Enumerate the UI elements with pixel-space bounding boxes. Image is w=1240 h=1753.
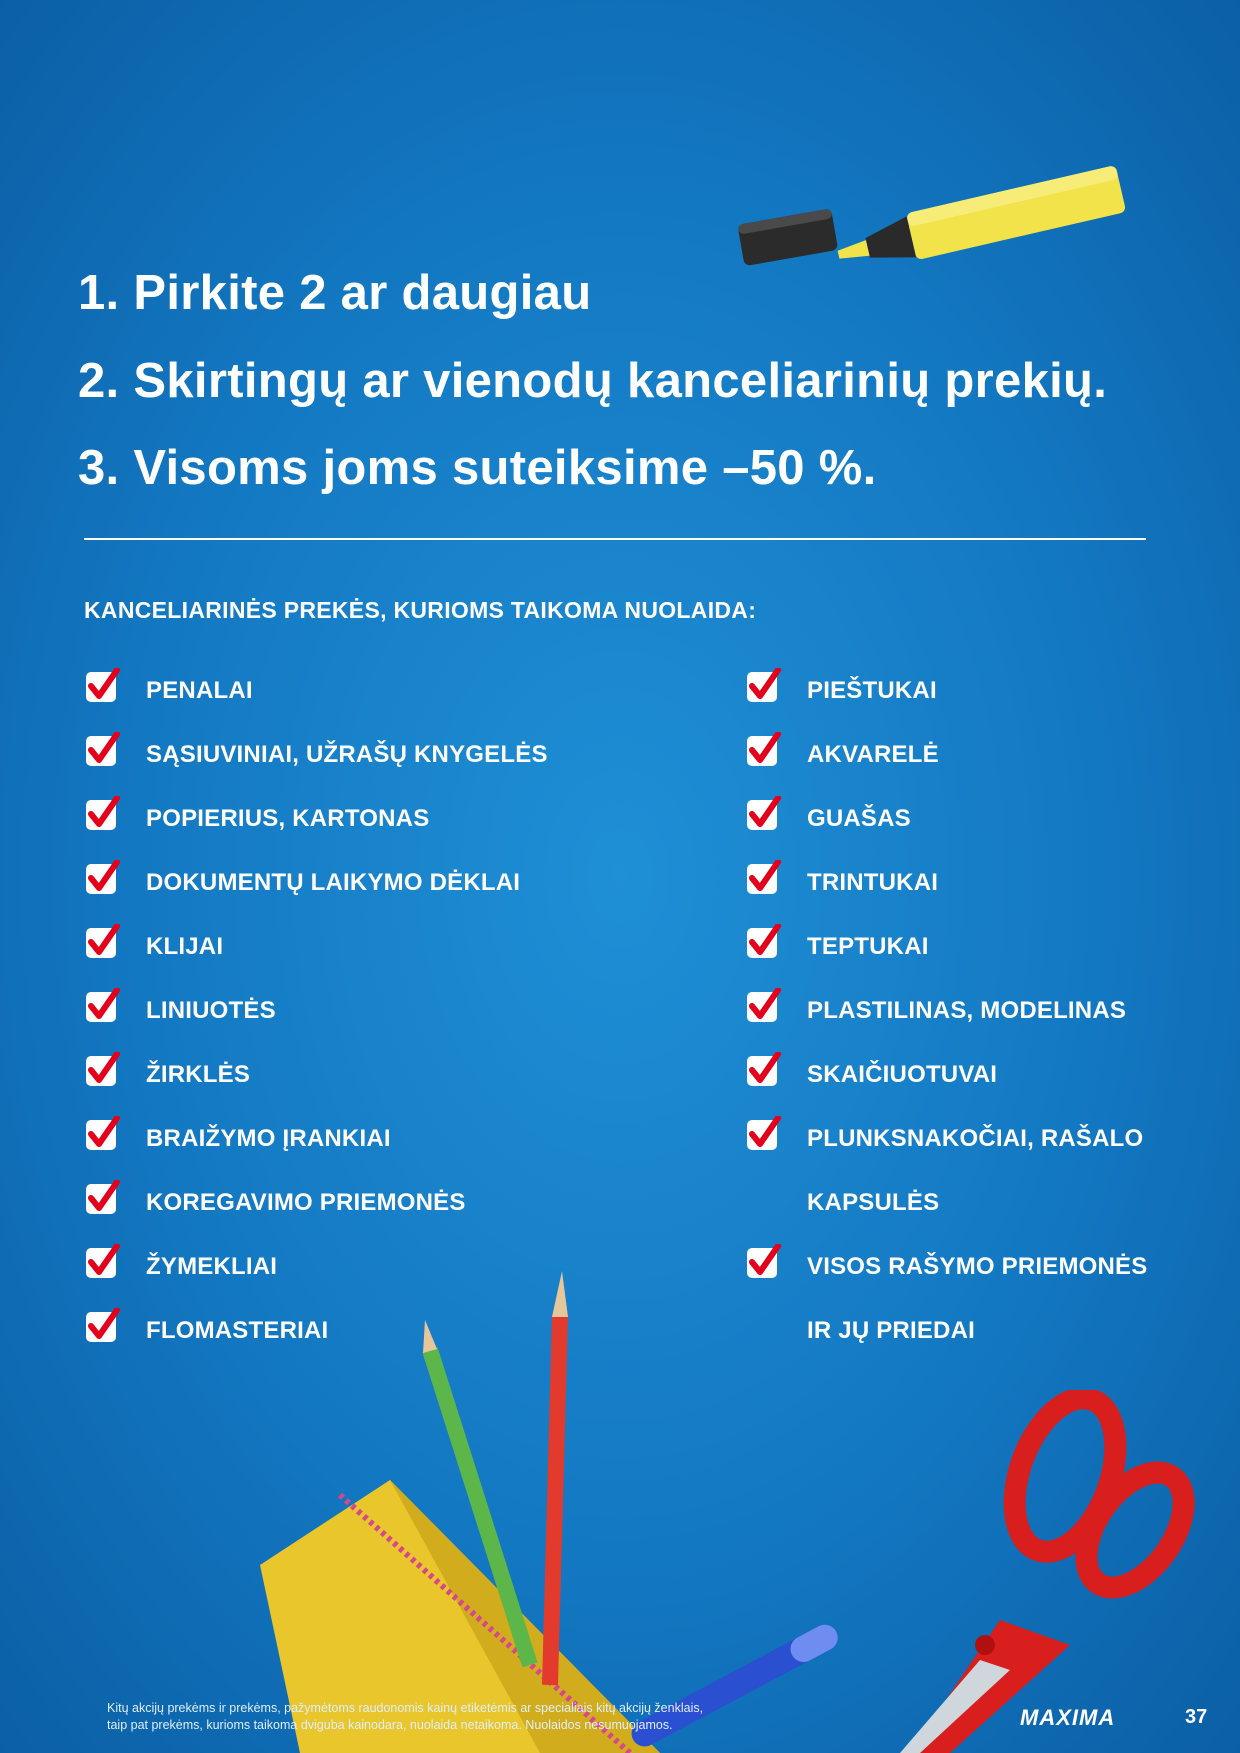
item-label: POPIERIUS, KARTONAS xyxy=(146,805,430,832)
checkmark-icon xyxy=(745,796,781,832)
checkmark-icon xyxy=(84,924,120,960)
checkmark-icon xyxy=(745,1052,781,1088)
item-label: ŽIRKLĖS xyxy=(146,1061,251,1088)
section-title: KANCELIARINĖS PREKĖS, KURIOMS TAIKOMA NUOLAIDA: xyxy=(84,597,757,623)
pencil-case-illustration xyxy=(240,1265,880,1753)
item-label: PENALAI xyxy=(146,677,253,704)
item-label: TEPTUKAI xyxy=(807,933,929,960)
item-label: ŽYMEKLIAI xyxy=(146,1253,278,1280)
checkmark-icon xyxy=(84,860,120,896)
item-label: GUAŠAS xyxy=(807,805,911,832)
item-label: TRINTUKAI xyxy=(807,869,939,896)
checkmark-icon xyxy=(84,796,120,832)
checkmark-icon xyxy=(84,988,120,1024)
checkmark-icon xyxy=(84,1116,120,1152)
fine-print-line-1: Kitų akcijų prekėms ir prekėms, pažymėtoms raudonomis kainų etiketėmis ar specialiais kitų akcijų ženklais, xyxy=(107,1701,704,1715)
brand-logo: MAXIMA xyxy=(1020,1705,1116,1730)
checkmark-icon xyxy=(84,1052,120,1088)
checkmark-icon xyxy=(745,988,781,1024)
item-label: IR JŲ PRIEDAI xyxy=(807,1317,975,1344)
headline-step-2: 2. Skirtingų ar vienodų kanceliarinių prekių. xyxy=(78,354,1108,408)
item-label: PLUNKSNAKOČIAI, RAŠALO xyxy=(807,1125,1144,1152)
checkmark-icon xyxy=(745,732,781,768)
checkmark-icon xyxy=(84,1308,120,1344)
divider xyxy=(84,538,1146,540)
checkmark-icon xyxy=(84,1180,120,1216)
item-label: KOREGAVIMO PRIEMONĖS xyxy=(146,1189,466,1216)
item-label: SKAIČIUOTUVAI xyxy=(807,1061,998,1088)
item-label: AKVARELĖ xyxy=(807,741,939,768)
checkmark-icon xyxy=(745,1116,781,1152)
item-label: VISOS RAŠYMO PRIEMONĖS xyxy=(807,1253,1148,1280)
item-label: KAPSULĖS xyxy=(807,1189,940,1216)
item-label: PLASTILINAS, MODELINAS xyxy=(807,997,1127,1024)
checkmark-icon xyxy=(745,924,781,960)
headline-step-3: 3. Visoms joms suteiksime –50 %. xyxy=(78,441,877,495)
highlighter-illustration xyxy=(735,160,1155,295)
headline-step-1: 1. Pirkite 2 ar daugiau xyxy=(78,266,592,320)
item-label: SĄSIUVINIAI, UŽRAŠŲ KNYGELĖS xyxy=(146,741,548,768)
item-label: PIEŠTUKAI xyxy=(807,677,937,704)
item-label: DOKUMENTŲ LAIKYMO DĖKLAI xyxy=(146,869,521,896)
checkmark-icon xyxy=(745,860,781,896)
fine-print-line-2: taip pat prekėms, kurioms taikoma dviguba kainodara, nuolaida netaikoma. Nuolaidos nesumuojamos. xyxy=(107,1718,673,1732)
scissors-illustration xyxy=(880,1390,1200,1753)
checkmark-icon xyxy=(84,1244,120,1280)
checkmark-icon xyxy=(84,668,120,704)
fine-print xyxy=(107,1700,703,1734)
item-label: BRAIŽYMO ĮRANKIAI xyxy=(146,1125,391,1152)
page-number: 37 xyxy=(1185,1706,1208,1728)
checkmark-icon xyxy=(84,732,120,768)
item-label: FLOMASTERIAI xyxy=(146,1317,329,1344)
item-label: LINIUOTĖS xyxy=(146,997,276,1024)
item-label: KLIJAI xyxy=(146,933,224,960)
checkmark-icon xyxy=(745,668,781,704)
